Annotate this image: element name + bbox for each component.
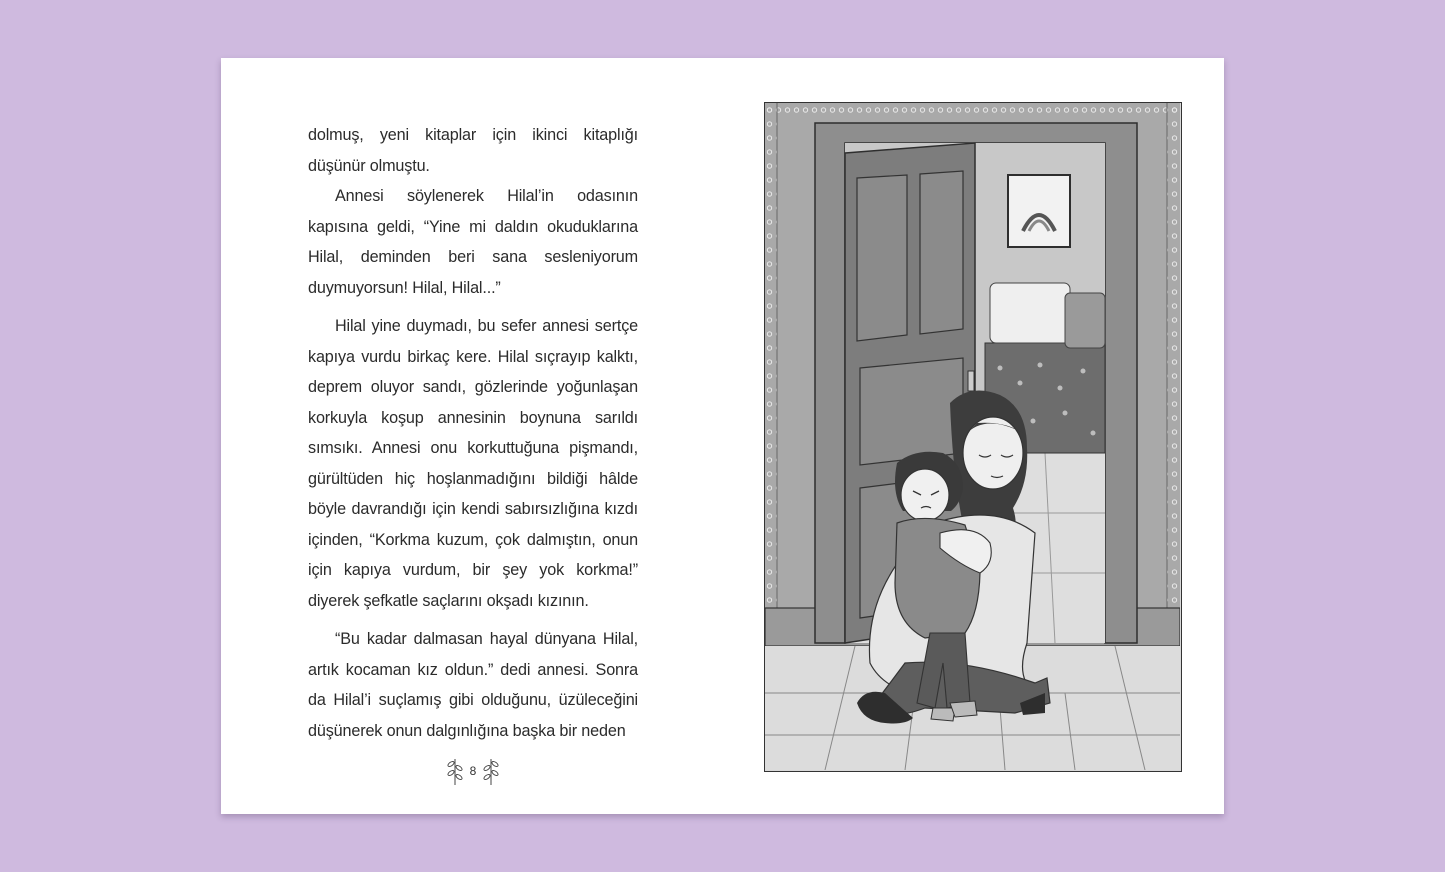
left-page-text — [308, 120, 638, 746]
page-number: 8 — [469, 764, 477, 778]
paragraph-2: Annesi söylenerek Hilal’in odasının kapısına geldi, “Yine mi daldın okuduklarına Hilal, deminden beri sana sesleniyorum duymuyorsun! Hilal, Hilal...” — [308, 187, 638, 297]
leaf-sprig-icon — [446, 756, 464, 786]
leaf-sprig-icon — [482, 756, 500, 786]
paragraph-4: “Bu kadar dalmasan hayal dünyana Hilal, artık kocaman kız oldun.” dedi annesi. Sonra da Hilal’i suçlamış gibi olduğunu, üzüleceğini düşünerek onun dalgınlığına başka bir neden — [308, 630, 638, 740]
girl-face — [901, 469, 949, 521]
paragraph-1: dolmuş, yeni kitaplar için ikinci kitaplığı düşünür olmuştu. — [308, 126, 638, 175]
pillow — [990, 283, 1070, 343]
rainbow-picture — [1008, 175, 1070, 247]
illustration-drawing — [765, 103, 1180, 770]
book-spread — [221, 58, 1224, 814]
mother-face — [963, 417, 1023, 489]
story-illustration — [764, 102, 1182, 772]
paragraph-3: Hilal yine duymadı, bu sefer annesi sertçe kapıya vurdu birkaç kere. Hilal sıçrayıp kalktı, deprem oluyor sandı, gözlerinde yoğunlaşan korkuyla koşup annesinin boynuna sarıldı sımsıkı. Annesi onu korkuttuğuna pişmandı, gürültüden hiç hoşlanmadığını bildiği hâlde böyle davrandığı için kendi sabırsızlığına kızdı içinden, “Korkma kuzum, çok dalmıştın, onun için kapıya vurdum, bir şey yok korkma!” diyerek şefkatle saçlarını okşadı kızının. — [308, 317, 638, 610]
page-number-folio — [443, 755, 503, 787]
